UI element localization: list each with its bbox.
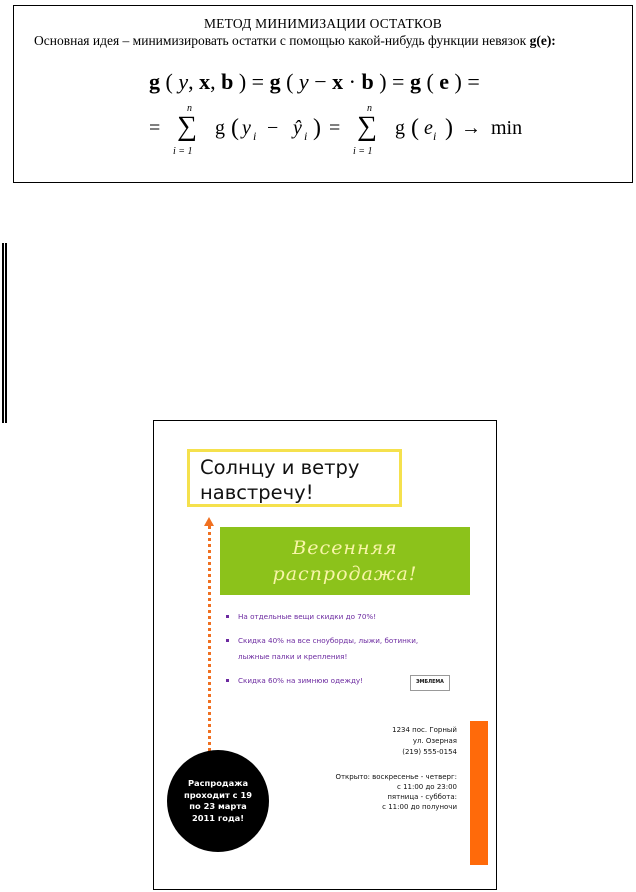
hours-line: Открыто: воскресенье - четверг: (335, 773, 457, 781)
eq1-g-2: g (269, 69, 281, 94)
phone-number: (219) 555-0154 (402, 748, 457, 756)
eq1-rparen-3: ) (454, 69, 462, 94)
eq1-lparen: ( (165, 69, 173, 94)
circle-line: проходит с 19 (184, 789, 252, 800)
eq2-sum-upper: n (187, 103, 192, 114)
eq2-g: g (215, 117, 225, 139)
store-address (392, 725, 457, 758)
eq1-comma: , (188, 69, 194, 94)
eq1-dot: · (348, 69, 356, 94)
eq2-sub-i: i (253, 129, 257, 143)
equation-line-2 (149, 103, 609, 171)
sale-poster (153, 420, 497, 890)
eq2-sum-lower: i = 1 (173, 146, 193, 157)
left-double-bar (2, 243, 7, 423)
eq1-x: x (199, 69, 211, 94)
eq1-lparen-3: ( (426, 69, 434, 94)
eq2-minus: − (267, 117, 279, 139)
formula-intro (34, 33, 556, 49)
eq1-rparen: ) (238, 69, 247, 94)
eq1-e: e (439, 69, 450, 94)
eq2-lparen-2: ( (411, 115, 419, 141)
hours-line: с 11:00 до полуночи (382, 803, 457, 811)
eq2-min: min (491, 117, 523, 139)
eq2-e: e (424, 117, 433, 139)
dotted-arrow-line (208, 526, 211, 751)
list-item: Скидка 40% на все сноуборды, лыжи, ботинки, лыжные палки и крепления! (226, 633, 426, 665)
formula-intro-func: g(e): (529, 33, 556, 48)
equation-line-1 (149, 69, 480, 95)
address-line: ул. Озерная (412, 737, 457, 745)
arrow-up-icon (204, 517, 214, 526)
emblem-placeholder: ЭМБЛЕМА (410, 675, 450, 691)
headline-line-2: навстречу! (200, 481, 314, 504)
orange-accent-bar (470, 721, 488, 865)
eq2-arrow-icon: → (461, 117, 481, 139)
eq2-y: y (242, 117, 251, 139)
address-line: 1234 пос. Горный (392, 726, 457, 734)
list-item: На отдельные вещи скидки до 70%! (226, 609, 426, 625)
eq2-equals-2: = (329, 117, 341, 139)
eq1-y-2: y (298, 69, 309, 94)
eq1-minus: − (314, 69, 327, 94)
hours-line: с 11:00 до 23:00 (397, 783, 457, 791)
eq2-rparen-2: ) (445, 115, 453, 141)
circle-line: по 23 марта (189, 801, 247, 811)
sale-dates-circle (167, 750, 269, 852)
formula-box (13, 5, 633, 183)
eq2-sub-i-2: i (304, 129, 308, 143)
circle-line: Распродажа (187, 778, 249, 788)
sale-banner (220, 527, 470, 595)
eq1-x-2: x (332, 69, 344, 94)
eq1-equals: = (251, 69, 265, 94)
eq2-sub-i-3: i (433, 129, 437, 143)
sale-line-2: распродажа! (272, 563, 418, 585)
poster-headline (187, 449, 402, 507)
discount-list (226, 609, 426, 697)
eq2-sum2-icon: ∑ (357, 111, 377, 142)
list-item: Скидка 60% на зимнюю одежду! (226, 673, 426, 689)
hours-line: пятница - суббота: (387, 793, 457, 801)
eq1-equals-2: = (392, 69, 405, 94)
formula-intro-text: Основная идея – минимизировать остатки с помощью какой-нибудь функции невязок (34, 33, 527, 48)
formula-title: МЕТОД МИНИМИЗАЦИИ ОСТАТКОВ (203, 16, 443, 31)
eq2-yhat: ŷ (293, 117, 302, 139)
eq2-lparen: ( (231, 115, 239, 141)
eq1-lparen-2: ( (286, 69, 294, 94)
eq1-b-2: b (361, 69, 374, 94)
eq2-sum-icon: ∑ (177, 111, 197, 142)
eq1-equals-3: = (467, 69, 480, 94)
headline-line-1: Солнцу и ветру (200, 456, 360, 479)
eq1-g: g (149, 69, 160, 94)
circle-line: 2011 года! (191, 812, 245, 823)
opening-hours (335, 772, 457, 812)
eq2-equals: = (149, 117, 161, 139)
eq1-g-3: g (409, 69, 421, 94)
eq2-sum2-upper: n (367, 103, 372, 114)
eq1-y: y (178, 69, 189, 94)
eq2-g-2: g (395, 117, 405, 139)
eq1-rparen-2: ) (379, 69, 387, 94)
eq2-rparen: ) (313, 115, 321, 141)
eq1-b: b (221, 69, 234, 94)
eq2-sum2-lower: i = 1 (353, 146, 373, 157)
sale-line-1: Весенняя (292, 537, 398, 559)
eq1-comma-2: , (210, 69, 216, 94)
